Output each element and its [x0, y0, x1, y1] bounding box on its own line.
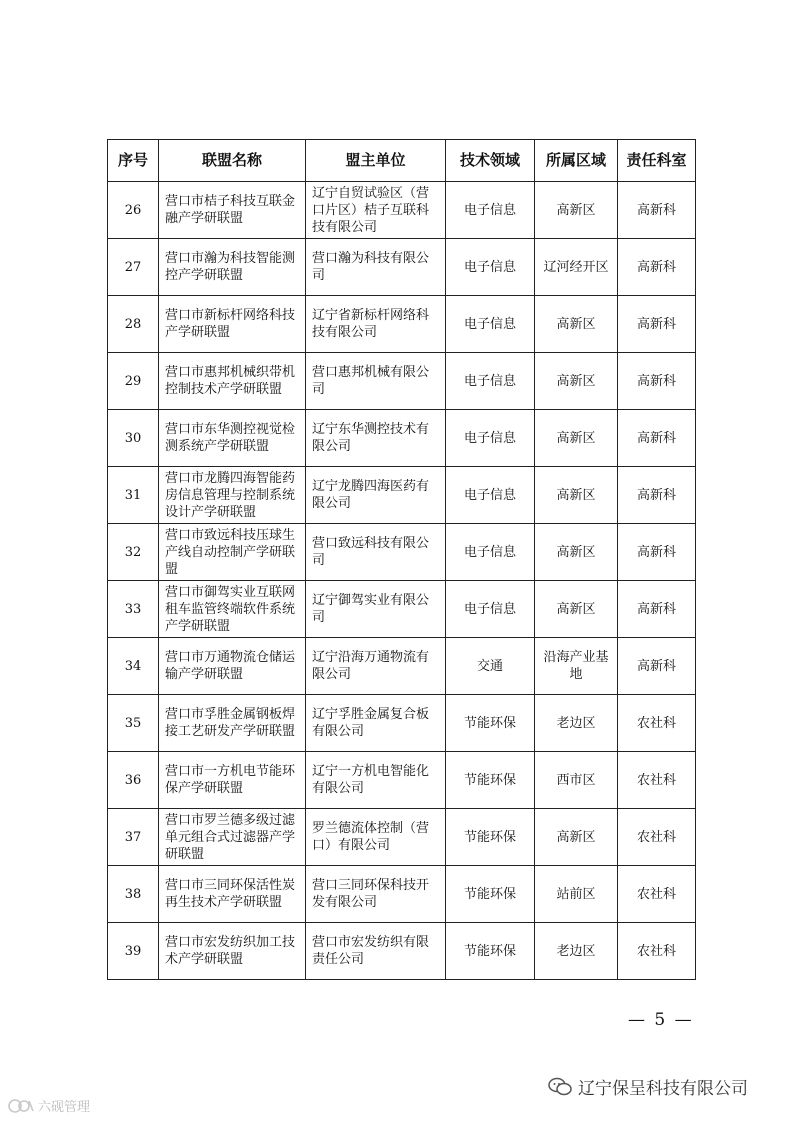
cell-alliance-name: 营口市桔子科技互联金融产学研联盟	[159, 182, 306, 239]
cell-department: 高新科	[618, 638, 696, 695]
cell-department: 农社科	[618, 752, 696, 809]
cell-tech-field: 电子信息	[446, 410, 535, 467]
cell-region: 沿海产业基地	[535, 638, 618, 695]
cell-alliance-name: 营口市三同环保活性炭再生技术产学研联盟	[159, 866, 306, 923]
cell-lead-unit: 辽宁省新标杆网络科技有限公司	[306, 296, 446, 353]
watermark-left-text: 六砚管理	[38, 1100, 91, 1115]
header-region: 所属区域	[535, 140, 618, 182]
cell-alliance-name: 营口市御驾实业互联网租车监管终端软件系统产学研联盟	[159, 581, 306, 638]
cell-department: 高新科	[618, 182, 696, 239]
cell-seq: 32	[108, 524, 159, 581]
cell-seq: 27	[108, 239, 159, 296]
cell-lead-unit: 辽宁龙腾四海医药有限公司	[306, 467, 446, 524]
cell-region: 老边区	[535, 695, 618, 752]
table-body	[108, 182, 696, 980]
cell-lead-unit: 辽宁东华测控技术有限公司	[306, 410, 446, 467]
cell-region: 高新区	[535, 296, 618, 353]
cell-department: 农社科	[618, 695, 696, 752]
cell-region: 站前区	[535, 866, 618, 923]
table-row	[108, 809, 696, 866]
table-row	[108, 581, 696, 638]
cell-seq: 34	[108, 638, 159, 695]
header-lead-unit: 盟主单位	[306, 140, 446, 182]
cell-lead-unit: 营口瀚为科技有限公司	[306, 239, 446, 296]
table-row	[108, 524, 696, 581]
table-row	[108, 182, 696, 239]
table-row	[108, 353, 696, 410]
cell-tech-field: 电子信息	[446, 296, 535, 353]
cell-alliance-name: 营口市惠邦机械织带机控制技术产学研联盟	[159, 353, 306, 410]
table-row	[108, 239, 696, 296]
header-department: 责任科室	[618, 140, 696, 182]
table-row	[108, 638, 696, 695]
cell-alliance-name: 营口市新标杆网络科技产学研联盟	[159, 296, 306, 353]
cell-tech-field: 节能环保	[446, 923, 535, 980]
table-row	[108, 695, 696, 752]
brand-logo-icon	[8, 1097, 34, 1115]
page-number: — 5 —	[628, 1010, 694, 1030]
cell-lead-unit: 罗兰德流体控制（营口）有限公司	[306, 809, 446, 866]
table-row	[108, 752, 696, 809]
cell-tech-field: 电子信息	[446, 524, 535, 581]
watermark-left	[8, 1096, 90, 1115]
cell-department: 高新科	[618, 467, 696, 524]
cell-department: 农社科	[618, 866, 696, 923]
cell-tech-field: 节能环保	[446, 695, 535, 752]
cell-alliance-name: 营口市万通物流仓储运输产学研联盟	[159, 638, 306, 695]
cell-region: 高新区	[535, 581, 618, 638]
cell-region: 高新区	[535, 410, 618, 467]
cell-lead-unit: 辽宁御驾实业有限公司	[306, 581, 446, 638]
cell-department: 高新科	[618, 410, 696, 467]
watermark-company-text: 辽宁保呈科技有限公司	[578, 1079, 748, 1099]
header-tech-field: 技术领域	[446, 140, 535, 182]
cell-alliance-name: 营口市致远科技压球生产线自动控制产学研联盟	[159, 524, 306, 581]
cell-alliance-name: 营口市宏发纺织加工技术产学研联盟	[159, 923, 306, 980]
cell-seq: 31	[108, 467, 159, 524]
cell-seq: 37	[108, 809, 159, 866]
cell-alliance-name: 营口市罗兰德多级过滤单元组合式过滤器产学研联盟	[159, 809, 306, 866]
cell-alliance-name: 营口市孚胜金属钢板焊接工艺研发产学研联盟	[159, 695, 306, 752]
cell-tech-field: 节能环保	[446, 809, 535, 866]
cell-region: 高新区	[535, 467, 618, 524]
cell-department: 高新科	[618, 296, 696, 353]
cell-region: 高新区	[535, 353, 618, 410]
cell-tech-field: 电子信息	[446, 182, 535, 239]
alliance-table	[107, 139, 696, 980]
cell-lead-unit: 营口惠邦机械有限公司	[306, 353, 446, 410]
cell-tech-field: 电子信息	[446, 467, 535, 524]
cell-alliance-name: 营口市东华测控视觉检测系统产学研联盟	[159, 410, 306, 467]
cell-region: 辽河经开区	[535, 239, 618, 296]
cell-alliance-name: 营口市一方机电节能环保产学研联盟	[159, 752, 306, 809]
table-header-row	[108, 140, 696, 182]
table-row	[108, 296, 696, 353]
cell-region: 西市区	[535, 752, 618, 809]
cell-lead-unit: 辽宁孚胜金属复合板有限公司	[306, 695, 446, 752]
cell-department: 高新科	[618, 239, 696, 296]
table-row	[108, 410, 696, 467]
cell-region: 老边区	[535, 923, 618, 980]
cell-department: 高新科	[618, 581, 696, 638]
table-row	[108, 923, 696, 980]
cell-lead-unit: 辽宁一方机电智能化有限公司	[306, 752, 446, 809]
cell-seq: 28	[108, 296, 159, 353]
cell-region: 高新区	[535, 524, 618, 581]
cell-tech-field: 电子信息	[446, 353, 535, 410]
cell-tech-field: 电子信息	[446, 581, 535, 638]
cell-alliance-name: 营口市瀚为科技智能测控产学研联盟	[159, 239, 306, 296]
cell-lead-unit: 营口三同环保科技开发有限公司	[306, 866, 446, 923]
wechat-icon	[548, 1077, 572, 1097]
watermark-company	[548, 1074, 748, 1099]
cell-seq: 35	[108, 695, 159, 752]
cell-region: 高新区	[535, 809, 618, 866]
cell-lead-unit: 营口市宏发纺织有限责任公司	[306, 923, 446, 980]
header-seq: 序号	[108, 140, 159, 182]
cell-seq: 39	[108, 923, 159, 980]
cell-department: 农社科	[618, 923, 696, 980]
cell-region: 高新区	[535, 182, 618, 239]
cell-department: 高新科	[618, 353, 696, 410]
table-row	[108, 866, 696, 923]
cell-tech-field: 电子信息	[446, 239, 535, 296]
cell-seq: 30	[108, 410, 159, 467]
cell-lead-unit: 营口致远科技有限公司	[306, 524, 446, 581]
cell-tech-field: 交通	[446, 638, 535, 695]
cell-seq: 33	[108, 581, 159, 638]
cell-seq: 36	[108, 752, 159, 809]
cell-seq: 26	[108, 182, 159, 239]
cell-seq: 29	[108, 353, 159, 410]
cell-tech-field: 节能环保	[446, 752, 535, 809]
cell-tech-field: 节能环保	[446, 866, 535, 923]
cell-lead-unit: 辽宁沿海万通物流有限公司	[306, 638, 446, 695]
cell-alliance-name: 营口市龙腾四海智能药房信息管理与控制系统设计产学研联盟	[159, 467, 306, 524]
cell-department: 农社科	[618, 809, 696, 866]
cell-department: 高新科	[618, 524, 696, 581]
cell-lead-unit: 辽宁自贸试验区（营口片区）桔子互联科技有限公司	[306, 182, 446, 239]
header-alliance-name: 联盟名称	[159, 140, 306, 182]
table-row	[108, 467, 696, 524]
cell-seq: 38	[108, 866, 159, 923]
